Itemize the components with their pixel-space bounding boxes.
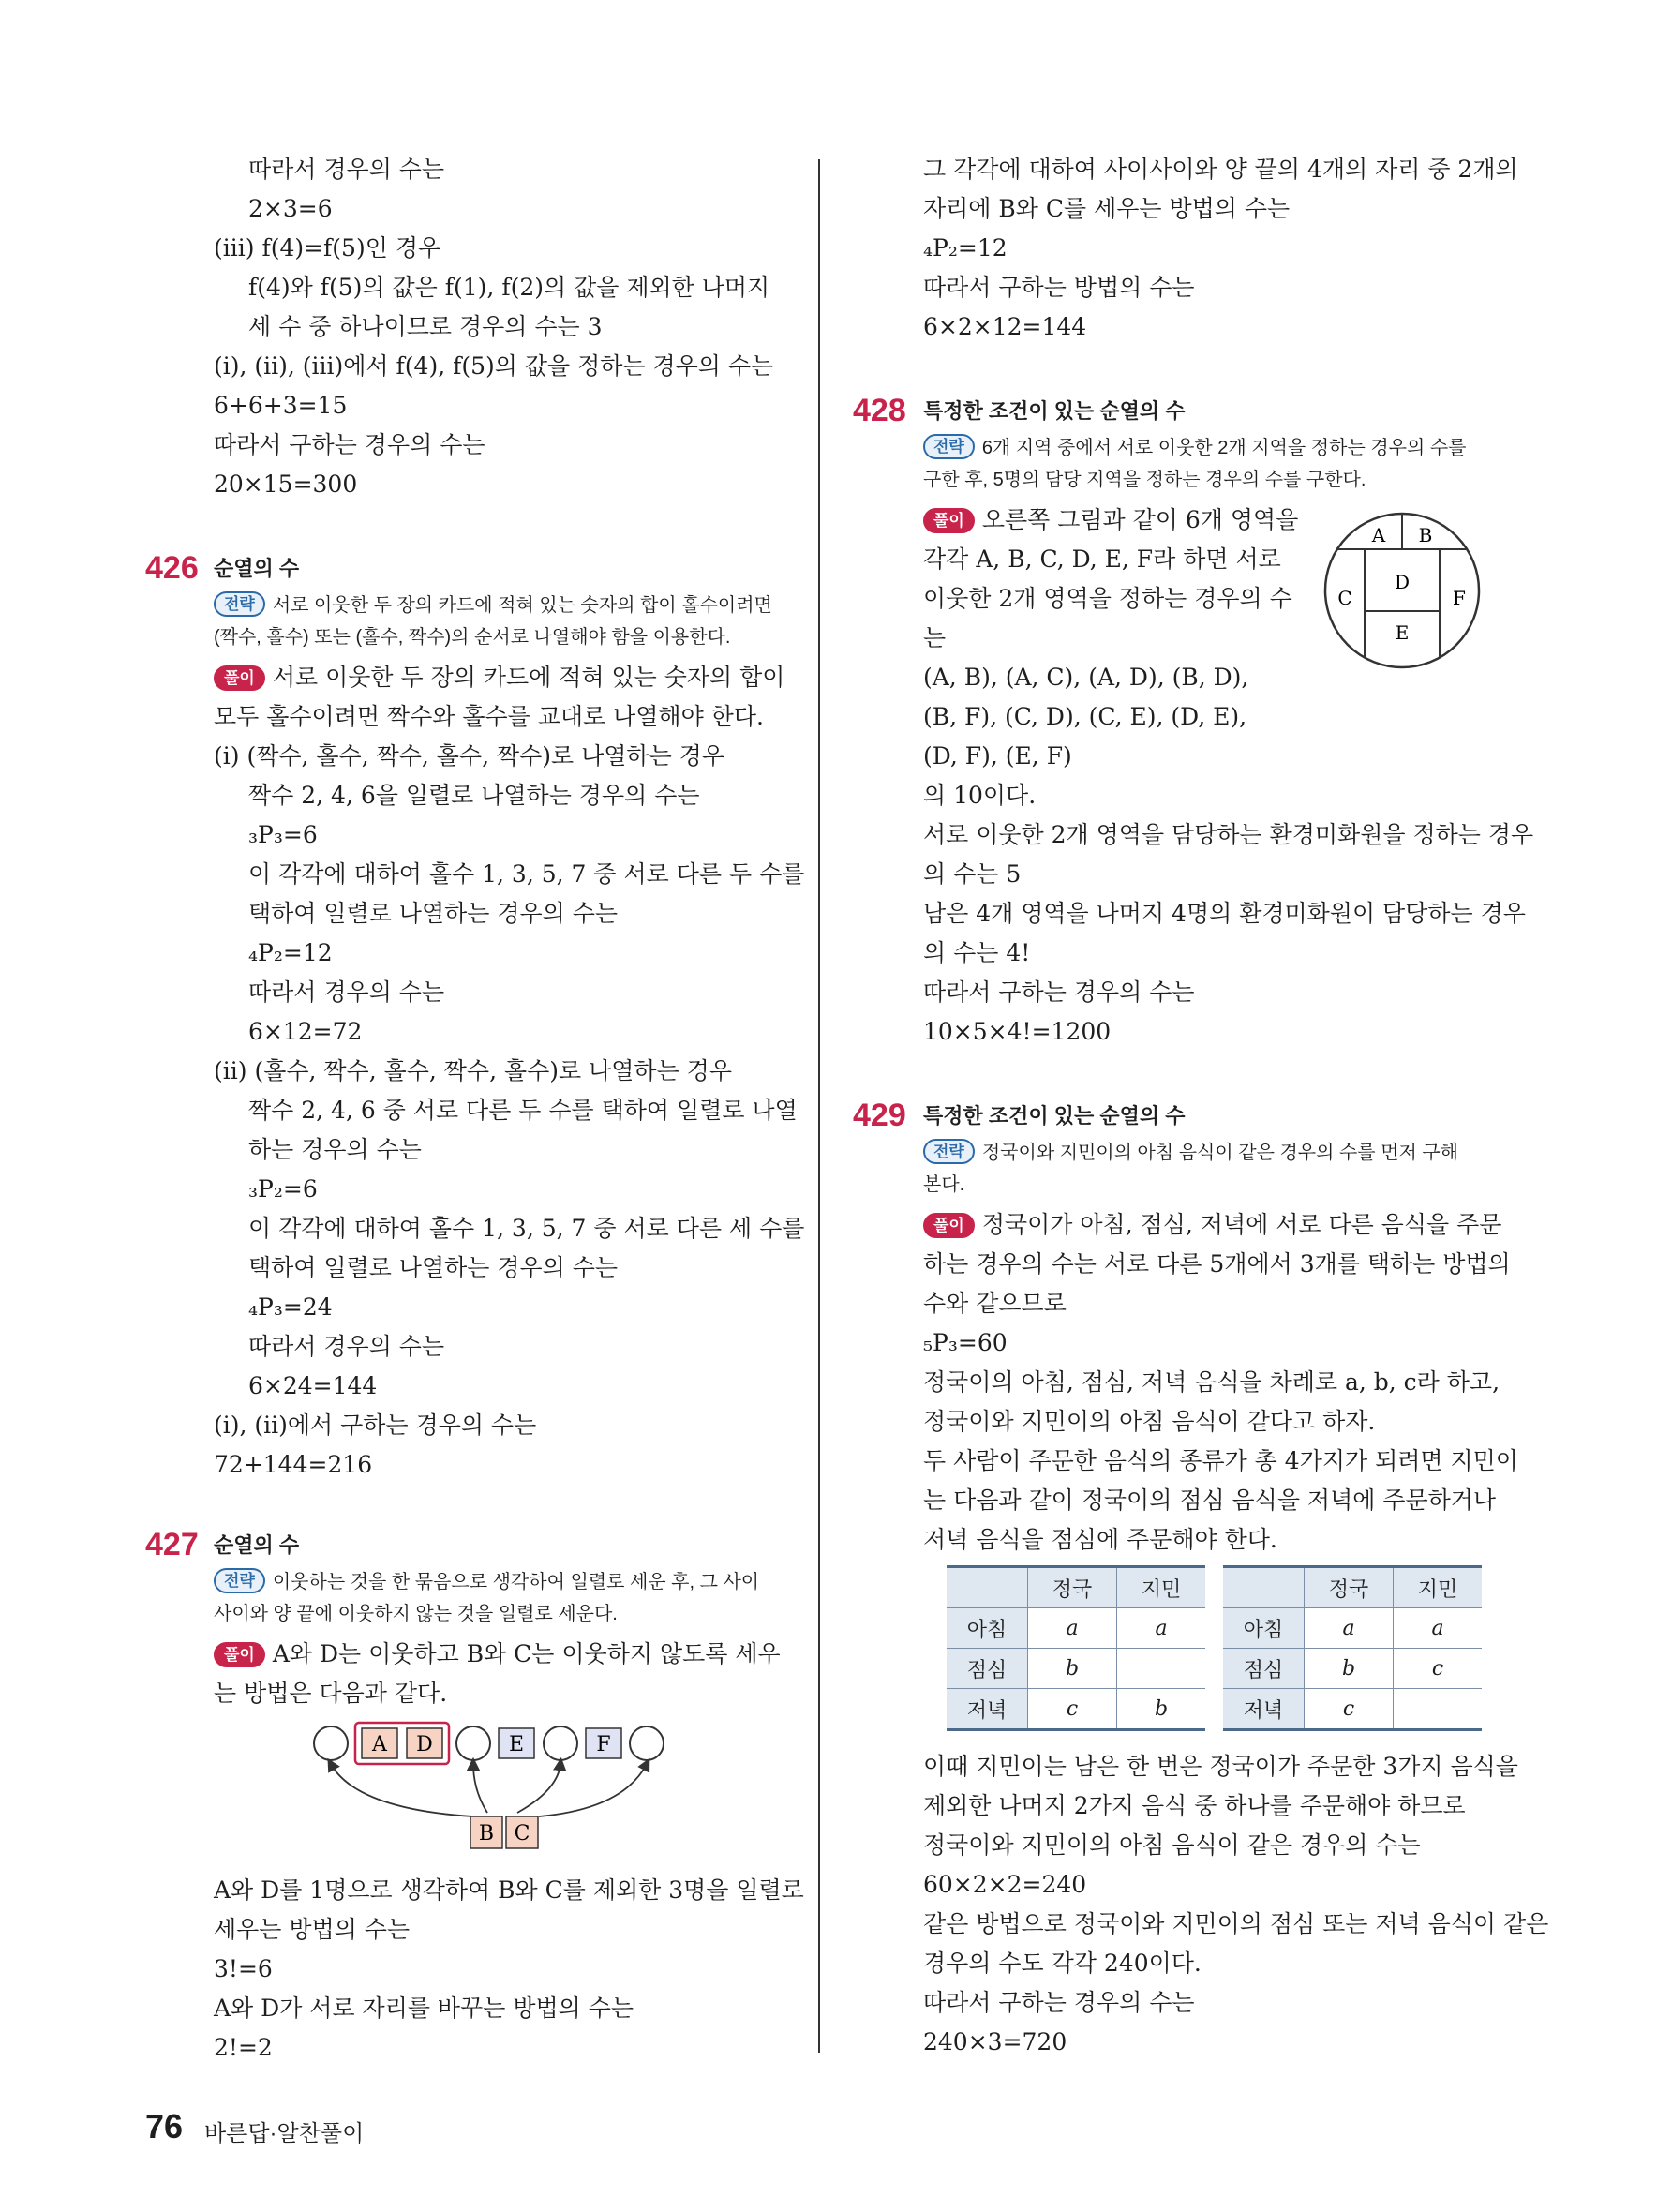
text-line: 2×3=6	[248, 195, 333, 222]
region-circle-diagram	[1318, 506, 1486, 675]
text-line: (ⅱ) (홀수, 짝수, 홀수, 짝수, 홀수)로 나열하는 경우	[214, 1057, 732, 1084]
arrow	[517, 1764, 560, 1813]
text-line: 6+6+3=15	[214, 392, 348, 419]
strategy-badge: 전략	[214, 1568, 265, 1593]
text-line: 정국이와 지민이의 아침 음식이 같다고 하자.	[923, 1408, 1376, 1435]
strategy-427-line2: 사이와 양 끝에 이웃하지 않는 것을 일렬로 세운다.	[214, 1604, 618, 1624]
region-f-label: F	[1453, 587, 1466, 609]
strategy-badge: 전략	[923, 1139, 975, 1164]
problem-number-428: 428	[853, 393, 906, 428]
text-line: ₄P₂=12	[248, 939, 333, 966]
solution-429-line1: 풀이 정국이가 아침, 점심, 저녁에 서로 다른 음식을 주문	[923, 1209, 1501, 1241]
text-line: 따라서 구하는 경우의 수는	[214, 431, 485, 458]
text-line: 짝수 2, 4, 6 중 서로 다른 두 수를 택하여 일렬로 나열	[248, 1097, 798, 1124]
strategy-badge: 전략	[214, 591, 265, 617]
row-dinner: 저녁	[947, 1689, 1028, 1730]
text-line: 는 다음과 같이 정국이의 점심 음식을 저녁에 주문하거나	[923, 1487, 1497, 1514]
empty-seat-circle	[630, 1726, 664, 1760]
row-lunch: 점심	[947, 1649, 1028, 1689]
strategy-428-line1: 전략 6개 지역 중에서 서로 이웃한 2개 지역을 정하는 경우의 수를	[923, 433, 1466, 463]
text-line: ₅P₃=60	[923, 1329, 1008, 1356]
solution-badge: 풀이	[923, 1213, 975, 1238]
text-line: ₄P₃=24	[248, 1293, 333, 1321]
text-line: 72+144=216	[214, 1451, 373, 1478]
solution-426-line1: 풀이 서로 이웃한 두 장의 카드에 적혀 있는 숫자의 합이	[214, 662, 784, 694]
text-line: 이웃한 2개 영역을 정하는 경우의 수	[923, 585, 1292, 612]
text-line: 수와 같으므로	[923, 1290, 1067, 1317]
text-line: 의 수는 5	[923, 860, 1022, 888]
row-dinner: 저녁	[1223, 1689, 1305, 1730]
box-f-label: F	[596, 1733, 611, 1756]
text-line: 는 방법은 다음과 같다.	[214, 1680, 448, 1707]
text-line: (B, F), (C, D), (C, E), (D, E),	[923, 703, 1247, 730]
text-line: 같은 방법으로 정국이와 지민이의 점심 또는 저녁 음식이 같은	[923, 1910, 1549, 1937]
text-line: 이 각각에 대하여 홀수 1, 3, 5, 7 중 서로 다른 세 수를	[248, 1215, 805, 1242]
text-line: f(4)와 f(5)의 값은 f(1), f(2)의 값을 제외한 나머지	[248, 274, 770, 301]
column-divider	[818, 159, 820, 2053]
text-line: 는	[923, 624, 947, 651]
text-line: 따라서 구하는 경우의 수는	[923, 1989, 1195, 2016]
solution-badge: 풀이	[923, 508, 975, 533]
header-jungkook: 정국	[1028, 1567, 1117, 1608]
text-line: 240×3=720	[923, 2028, 1067, 2055]
problem-title-427: 순열의 수	[214, 1533, 300, 1557]
text-line: 의 10이다.	[923, 782, 1037, 809]
header-jungkook: 정국	[1305, 1567, 1394, 1608]
text-line: 의 수는 4!	[923, 939, 1031, 966]
text-line: 짝수 2, 4, 6을 일렬로 나열하는 경우의 수는	[248, 782, 700, 809]
region-c-label: C	[1337, 587, 1352, 609]
strategy-429-line1: 전략 정국이와 지민이의 아침 음식이 같은 경우의 수를 먼저 구해	[923, 1138, 1458, 1168]
region-d-label: D	[1394, 571, 1411, 593]
strategy-badge: 전략	[923, 434, 975, 459]
box-b-label: B	[478, 1822, 495, 1846]
text-line: 이 각각에 대하여 홀수 1, 3, 5, 7 중 서로 다른 두 수를	[248, 860, 805, 888]
text-line: (ⅰ), (ⅱ), (ⅲ)에서 f(4), f(5)의 값을 정하는 경우의 수는	[214, 352, 774, 380]
text-line: 6×24=144	[248, 1372, 378, 1399]
text-line: 따라서 구하는 경우의 수는	[923, 979, 1195, 1006]
empty-seat-circle	[314, 1726, 348, 1760]
box-d-label: D	[416, 1733, 433, 1756]
order-table-1: 정국 지민 아침 a a 점심 b 저녁 c b	[947, 1565, 1205, 1731]
empty-seat-circle	[456, 1726, 490, 1760]
row-breakfast: 아침	[947, 1608, 1028, 1649]
strategy-426-line1: 전략 서로 이웃한 두 장의 카드에 적혀 있는 숫자의 합이 홀수이려면	[214, 590, 772, 620]
text-line: 저녁 음식을 점심에 주문해야 한다.	[923, 1526, 1277, 1553]
box-a-label: A	[372, 1733, 387, 1756]
problem-title-426: 순열의 수	[214, 557, 300, 580]
strategy-426-line2: (짝수, 홀수) 또는 (홀수, 짝수)의 순서로 나열해야 함을 이용한다.	[214, 627, 731, 648]
text-line: 하는 경우의 수는 서로 다른 5개에서 3개를 택하는 방법의	[923, 1250, 1511, 1278]
text-line: 60×2×2=240	[923, 1871, 1087, 1898]
text-line: ₃P₃=6	[248, 821, 318, 848]
text-line: 6×2×12=144	[923, 313, 1087, 340]
row-breakfast: 아침	[1223, 1608, 1305, 1649]
problem-title-429: 특정한 조건이 있는 순열의 수	[923, 1104, 1186, 1128]
text-line: 택하여 일렬로 나열하는 경우의 수는	[248, 900, 619, 927]
text-line: 하는 경우의 수는	[248, 1136, 422, 1163]
text-line: 따라서 경우의 수는	[248, 1333, 445, 1360]
arrow	[539, 1764, 647, 1816]
problem-number-427: 427	[145, 1527, 199, 1562]
order-table-2: 정국 지민 아침 a a 점심 b c 저녁 c	[1223, 1565, 1482, 1731]
empty-seat-circle	[544, 1726, 577, 1760]
header-jimin: 지민	[1394, 1567, 1483, 1608]
text-line: 택하여 일렬로 나열하는 경우의 수는	[248, 1254, 619, 1281]
text-line: 세 수 중 하나이므로 경우의 수는 3	[248, 313, 603, 340]
text-line: (A, B), (A, C), (A, D), (B, D),	[923, 664, 1249, 691]
text-line: 모두 홀수이려면 짝수와 홀수를 교대로 나열해야 한다.	[214, 703, 764, 730]
text-line: 따라서 경우의 수는	[248, 979, 445, 1006]
book-title: 바른답·알찬풀이	[204, 2121, 365, 2146]
solution-badge: 풀이	[214, 665, 265, 691]
arrow	[331, 1764, 473, 1816]
page-number: 76	[145, 2107, 184, 2145]
text-line: 10×5×4!=1200	[923, 1018, 1112, 1045]
text-line: (ⅰ), (ⅱ)에서 구하는 경우의 수는	[214, 1412, 537, 1439]
text-line: 6×12=72	[248, 1018, 363, 1045]
text-line: 세우는 방법의 수는	[214, 1916, 411, 1943]
text-line: 2!=2	[214, 2034, 273, 2061]
strategy-429-line2: 본다.	[923, 1174, 965, 1195]
text-line: (ⅲ) f(4)=f(5)인 경우	[214, 234, 441, 262]
box-e-label: E	[508, 1733, 525, 1756]
text-line: 경우의 수도 각각 240이다.	[923, 1950, 1202, 1977]
text-line: 정국이의 아침, 점심, 저녁 음식을 차례로 a, b, c라 하고,	[923, 1368, 1500, 1396]
problem-title-428: 특정한 조건이 있는 순열의 수	[923, 399, 1186, 423]
strategy-428-line2: 구한 후, 5명의 담당 지역을 정하는 경우의 수를 구한다.	[923, 470, 1366, 490]
text-line: 각각 A, B, C, D, E, F라 하면 서로	[923, 546, 1281, 573]
strategy-427-line1: 전략 이웃하는 것을 한 묶음으로 생각하여 일렬로 세운 후, 그 사이	[214, 1567, 759, 1597]
text-line: 남은 4개 영역을 나머지 4명의 환경미화원이 담당하는 경우	[923, 900, 1526, 927]
text-line: 20×15=300	[214, 471, 358, 498]
text-line: 두 사람이 주문한 음식의 종류가 총 4가지가 되려면 지민이	[923, 1447, 1518, 1474]
text-line: (D, F), (E, F)	[923, 742, 1072, 770]
row-lunch: 점심	[1223, 1649, 1305, 1689]
problem-number-426: 426	[145, 550, 199, 586]
text-line: 서로 이웃한 2개 영역을 담당하는 환경미화원을 정하는 경우	[923, 821, 1534, 848]
text-line: ₄P₂=12	[923, 234, 1008, 262]
problem-number-429: 429	[853, 1098, 906, 1133]
seating-diagram	[300, 1715, 694, 1865]
text-line: (ⅰ) (짝수, 홀수, 짝수, 홀수, 짝수)로 나열하는 경우	[214, 742, 724, 770]
text-line: A와 D가 서로 자리를 바꾸는 방법의 수는	[214, 1995, 634, 2022]
text-line: 제외한 나머지 2가지 음식 중 하나를 주문해야 하므로	[923, 1792, 1466, 1819]
text-line: 따라서 구하는 방법의 수는	[923, 274, 1195, 301]
solution-428-line1: 풀이 오른쪽 그림과 같이 6개 영역을	[923, 504, 1298, 536]
header-jimin: 지민	[1117, 1567, 1206, 1608]
solution-badge: 풀이	[214, 1642, 265, 1667]
solution-427-line1: 풀이 A와 D는 이웃하고 B와 C는 이웃하지 않도록 세우	[214, 1638, 781, 1670]
text-line: 이때 지민이는 남은 한 번은 정국이가 주문한 3가지 음식을	[923, 1753, 1518, 1780]
text-line: 자리에 B와 C를 세우는 방법의 수는	[923, 195, 1291, 222]
region-a-label: A	[1371, 524, 1386, 546]
region-e-label: E	[1395, 621, 1410, 644]
text-line: 정국이와 지민이의 아침 음식이 같은 경우의 수는	[923, 1831, 1421, 1859]
text-line: 그 각각에 대하여 사이사이와 양 끝의 4개의 자리 중 2개의	[923, 156, 1518, 183]
text-line: A와 D를 1명으로 생각하여 B와 C를 제외한 3명을 일렬로	[214, 1876, 804, 1904]
box-c-label: C	[514, 1822, 530, 1846]
text-line: 3!=6	[214, 1955, 273, 1982]
text-line: ₃P₂=6	[248, 1175, 318, 1203]
text-line: 따라서 경우의 수는	[248, 156, 445, 183]
arrow	[473, 1764, 487, 1813]
region-b-label: B	[1418, 524, 1433, 546]
